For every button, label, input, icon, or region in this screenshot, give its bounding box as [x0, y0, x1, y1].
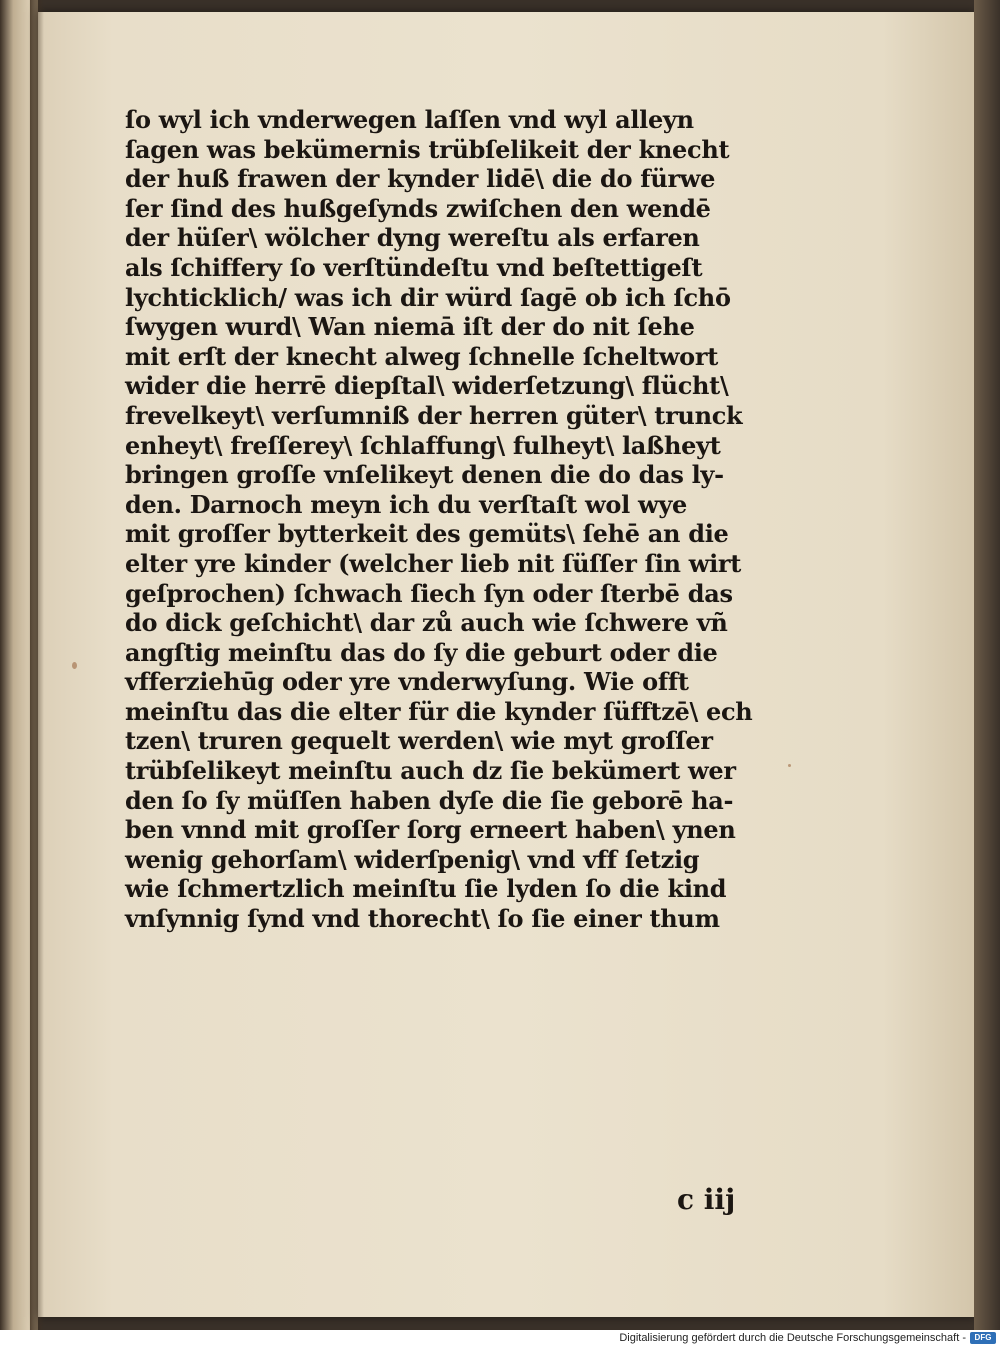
- text-line: frevelkeyt\ verſumniß der herren güter\ trunck: [125, 400, 743, 430]
- signature-mark: c iij: [677, 1183, 736, 1216]
- text-line: elter yre kinder (welcher lieb nit ſüſſer ſin wirt: [125, 548, 742, 578]
- text-line: tzen\ truren gequelt werden\ wie myt groſſer: [125, 726, 713, 756]
- text-line: der huß frawen der kynder lidē\ die do fürwe: [125, 164, 716, 194]
- funding-credit: Digitalisierung gefördert durch die Deutsche Forschungsgemeinschaft -: [619, 1332, 966, 1344]
- page-edge-shadow: [974, 0, 1000, 1330]
- text-line: wider die herrē diepſtal\ widerſetzung\ flücht\: [125, 371, 729, 401]
- text-line: ſer ſind des hußgeſynds zwiſchen den wendē: [125, 193, 711, 223]
- text-line: den ſo ſy müſſen haben dyſe die ſie geborē ha-: [125, 785, 734, 815]
- footer-bar: [0, 1330, 1000, 1347]
- text-line: ben vnnd mit groſſer ſorg erneert haben\ ynen: [125, 815, 736, 845]
- text-line: wie ſchmertzlich meinſtu ſie lyden ſo die kind: [125, 874, 727, 904]
- text-line: trübſelikeyt meinſtu auch dz ſie bekümert wer: [125, 756, 736, 786]
- body-text: [125, 105, 845, 934]
- text-line: ſagen was bekümernis trübſelikeit der knecht: [125, 134, 730, 164]
- text-line: als ſchiffery ſo verſtündeſtu vnd beſtettigeſt: [125, 252, 703, 282]
- text-line: enheyt\ freſſerey\ ſchlaffung\ fulheyt\ laßheyt: [125, 430, 721, 460]
- text-line: wenig gehorſam\ widerſpenig\ vnd vff ſetzig: [125, 844, 700, 874]
- text-line: ſwygen wurd\ Wan niemā iſt der do nit ſehe: [125, 312, 695, 342]
- text-line: geſprochen) ſchwach ſiech ſyn oder ſterbē das: [125, 578, 733, 608]
- text-line: vnſynnig ſynd vnd thorecht\ ſo ſie einer thum: [125, 904, 720, 934]
- text-line: vfferziehūg oder yre vnderwyſung. Wie offt: [125, 667, 689, 697]
- text-line: angſtig meinſtu das do ſy die geburt oder die: [125, 637, 718, 667]
- text-line: do dick geſchicht\ dar zů auch wie ſchwere vñ: [125, 608, 728, 638]
- text-line: meinſtu das die elter für die kynder ſüfftzē\ ech: [125, 696, 753, 726]
- text-line: der hüſer\ wölcher dyng wereſtu als erfaren: [125, 223, 700, 253]
- paper-stain: [72, 662, 77, 669]
- text-line: lychticklich/ was ich dir würd ſagē ob ich ſchō: [125, 282, 731, 312]
- text-line: bringen groſſe vnſelikeyt denen die do das ly-: [125, 460, 724, 490]
- dfg-logo-icon[interactable]: DFG: [970, 1332, 996, 1344]
- text-line: mit groſſer bytterkeit des gemüts\ ſehē an die: [125, 519, 729, 549]
- text-line: ſo wyl ich vnderwegen laſſen vnd wyl alleyn: [125, 105, 694, 134]
- text-line: mit erſt der knecht alweg ſchnelle ſcheltwort: [125, 341, 718, 371]
- text-line: den. Darnoch meyn ich du verſtaſt wol wye: [125, 489, 687, 519]
- binding-gutter: [30, 0, 44, 1330]
